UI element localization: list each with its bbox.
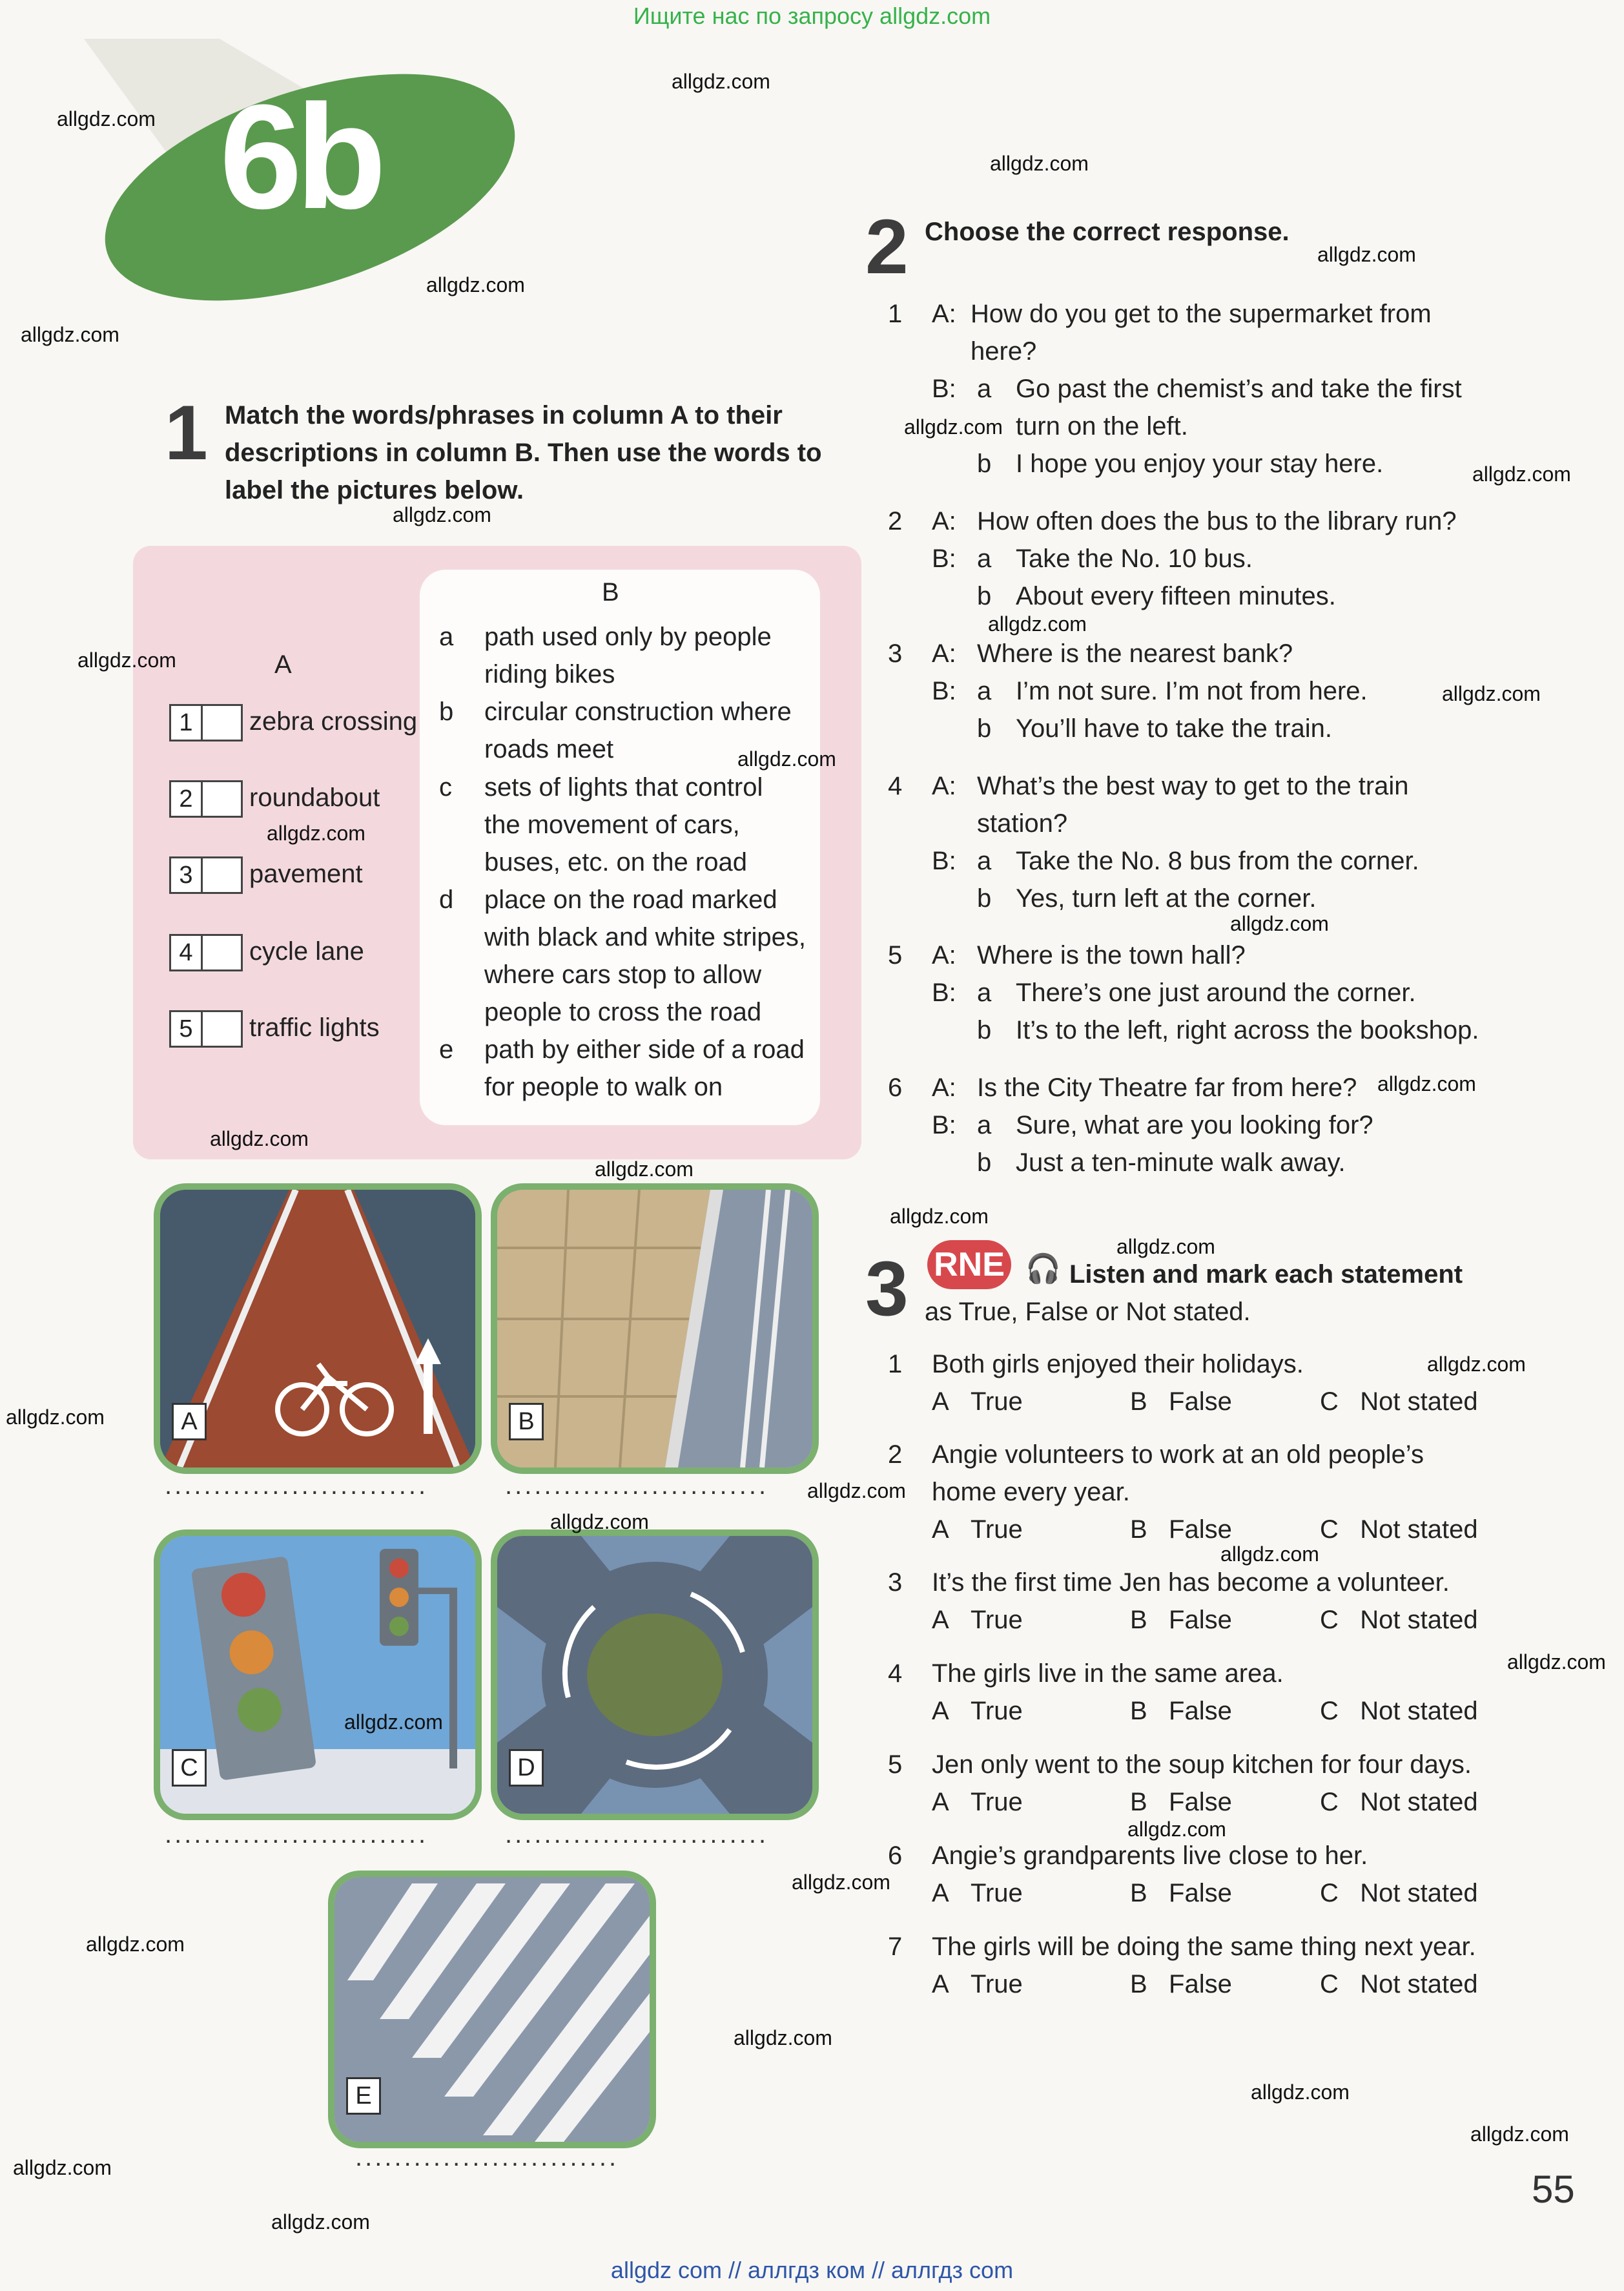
answer-line-e[interactable]: ........................... bbox=[355, 2143, 619, 2172]
s-2-text-2: home every year. bbox=[932, 1478, 1130, 1506]
watermark: allgdz.com bbox=[890, 1205, 989, 1228]
watermark: allgdz.com bbox=[1116, 1235, 1215, 1258]
answer-box-3[interactable]: 3 bbox=[169, 856, 243, 894]
desc-c-line-3: buses, etc. on the road bbox=[484, 848, 747, 876]
s-6-opt-c[interactable]: C Not stated bbox=[1320, 1879, 1478, 1907]
q2-1-opt-b[interactable]: b bbox=[977, 450, 992, 478]
q2-6-b-label: B: bbox=[932, 1111, 956, 1139]
q2-6-opt-b[interactable]: b bbox=[977, 1148, 992, 1177]
s-1-text: Both girls enjoyed their holidays. bbox=[932, 1350, 1304, 1378]
q2-2-a-label: A: bbox=[932, 507, 956, 535]
q2-5-question: Where is the town hall? bbox=[977, 941, 1246, 969]
s-2-opt-a[interactable]: A True bbox=[932, 1515, 1023, 1544]
s-2-opt-b[interactable]: B False bbox=[1130, 1515, 1232, 1544]
desc-d-line-4: people to cross the road bbox=[484, 998, 762, 1026]
s-7-text: The girls will be doing the same thing next year. bbox=[932, 1933, 1476, 1961]
s-2-opt-c[interactable]: C Not stated bbox=[1320, 1515, 1478, 1544]
q2-2-b-label: B: bbox=[932, 544, 956, 573]
q2-4-question-2: station? bbox=[977, 809, 1068, 838]
q2-6-opt-a[interactable]: a bbox=[977, 1111, 992, 1139]
q2-3-opt-b[interactable]: b bbox=[977, 714, 992, 743]
watermark: allgdz.com bbox=[344, 1710, 443, 1734]
q2-5-resp-b: It’s to the left, right across the bookshop. bbox=[1016, 1016, 1479, 1044]
watermark: allgdz.com bbox=[1230, 912, 1329, 935]
watermark: allgdz.com bbox=[21, 323, 119, 346]
s-6-text: Angie’s grandparents live close to her. bbox=[932, 1841, 1368, 1870]
s-5-opt-c[interactable]: C Not stated bbox=[1320, 1788, 1478, 1816]
q2-1-resp-b: I hope you enjoy your stay here. bbox=[1016, 450, 1384, 478]
answer-box-4[interactable]: 4 bbox=[169, 934, 243, 971]
q2-1-resp-a-2: turn on the left. bbox=[1016, 412, 1188, 441]
q2-4-a-label: A: bbox=[932, 772, 956, 800]
watermark: allgdz.com bbox=[13, 2156, 112, 2179]
headphones-icon: 🎧 bbox=[1025, 1253, 1061, 1285]
term-traffic-lights: traffic lights bbox=[249, 1013, 380, 1042]
picture-e-zebra-crossing bbox=[328, 1871, 656, 2148]
watermark: allgdz.com bbox=[988, 612, 1087, 636]
picture-letter-b: B bbox=[509, 1403, 544, 1440]
desc-letter-a: a bbox=[439, 623, 454, 651]
ex2-number: 2 bbox=[865, 203, 909, 290]
s-4-number: 4 bbox=[888, 1659, 903, 1688]
watermark: allgdz.com bbox=[550, 1510, 649, 1533]
s-4-text: The girls live in the same area. bbox=[932, 1659, 1284, 1688]
q2-3-resp-a: I’m not sure. I’m not from here. bbox=[1016, 677, 1368, 705]
ex3-number: 3 bbox=[865, 1245, 909, 1332]
watermark: allgdz.com bbox=[1427, 1353, 1526, 1376]
q2-4-opt-a[interactable]: a bbox=[977, 847, 992, 875]
zebra-crossing-illustration bbox=[334, 1877, 650, 2142]
q2-4-opt-b[interactable]: b bbox=[977, 884, 992, 913]
s-3-number: 3 bbox=[888, 1568, 903, 1597]
s-3-opt-a[interactable]: A True bbox=[932, 1606, 1023, 1634]
watermark: allgdz.com bbox=[904, 415, 1003, 439]
s-3-opt-c[interactable]: C Not stated bbox=[1320, 1606, 1478, 1634]
q2-2-number: 2 bbox=[888, 507, 903, 535]
desc-d-line-2: with black and white stripes, bbox=[484, 923, 807, 951]
desc-d-line-1: place on the road marked bbox=[484, 886, 777, 914]
s-4-opt-c[interactable]: C Not stated bbox=[1320, 1697, 1478, 1725]
watermark: allgdz.com bbox=[426, 273, 525, 296]
watermark: allgdz.com bbox=[210, 1127, 309, 1150]
ex1-instruction-1: Match the words/phrases in column A to their bbox=[225, 401, 783, 430]
term-cycle-lane: cycle lane bbox=[249, 937, 364, 966]
s-3-opt-b[interactable]: B False bbox=[1130, 1606, 1232, 1634]
desc-d-line-3: where cars stop to allow bbox=[484, 960, 762, 989]
picture-letter-e: E bbox=[346, 2077, 381, 2115]
watermark: allgdz.com bbox=[1442, 682, 1541, 705]
picture-d-roundabout bbox=[491, 1529, 819, 1820]
q2-1-b-label: B: bbox=[932, 375, 956, 403]
s-1-opt-a[interactable]: A True bbox=[932, 1387, 1023, 1416]
s-5-number: 5 bbox=[888, 1750, 903, 1779]
unit-label: 6b bbox=[220, 74, 380, 240]
desc-b-line-1: circular construction where bbox=[484, 698, 792, 726]
answer-box-1[interactable]: 1 bbox=[169, 704, 243, 741]
ex1-instruction-3: label the pictures below. bbox=[225, 476, 524, 504]
q2-1-a-label: A: bbox=[932, 300, 956, 328]
q2-1-question-2: here? bbox=[971, 337, 1037, 366]
picture-b-pavement bbox=[491, 1183, 819, 1474]
q2-2-resp-a: Take the No. 10 bus. bbox=[1016, 544, 1253, 573]
picture-c-traffic-lights bbox=[154, 1529, 482, 1820]
watermark: allgdz.com bbox=[1127, 1818, 1226, 1841]
ex2-instruction: Choose the correct response. bbox=[925, 218, 1290, 246]
q2-5-b-label: B: bbox=[932, 979, 956, 1007]
desc-c-line-1: sets of lights that control bbox=[484, 773, 763, 802]
q2-4-resp-a: Take the No. 8 bus from the corner. bbox=[1016, 847, 1419, 875]
watermark: allgdz.com bbox=[1470, 2122, 1569, 2146]
s-2-text-1: Angie volunteers to work at an old people’s bbox=[932, 1440, 1424, 1469]
watermark: allgdz.com bbox=[57, 107, 156, 130]
picture-a-cycle-lane bbox=[154, 1183, 482, 1474]
q2-3-opt-a[interactable]: a bbox=[977, 677, 992, 705]
q2-6-question: Is the City Theatre far from here? bbox=[977, 1073, 1357, 1102]
term-pavement: pavement bbox=[249, 860, 363, 888]
picture-letter-d: D bbox=[509, 1749, 544, 1787]
q2-1-opt-a[interactable]: a bbox=[977, 375, 992, 403]
q2-5-resp-a: There’s one just around the corner. bbox=[1016, 979, 1416, 1007]
desc-a-line-1: path used only by people bbox=[484, 623, 772, 651]
roundabout-illustration bbox=[497, 1536, 812, 1814]
watermark: allgdz.com bbox=[86, 1933, 185, 1956]
s-5-text: Jen only went to the soup kitchen for four days. bbox=[932, 1750, 1472, 1779]
ex3-instruction-2: as True, False or Not stated. bbox=[925, 1298, 1251, 1326]
top-banner[interactable]: Ищите нас по запросу allgdz.com bbox=[633, 3, 991, 29]
q2-1-number: 1 bbox=[888, 300, 903, 328]
q2-2-question: How often does the bus to the library run? bbox=[977, 507, 1457, 535]
ex1-number: 1 bbox=[165, 389, 208, 476]
answer-line-a[interactable]: ........................... bbox=[165, 1471, 429, 1500]
q2-6-resp-b: Just a ten-minute walk away. bbox=[1016, 1148, 1346, 1177]
watermark: allgdz.com bbox=[990, 152, 1089, 175]
s-5-opt-a[interactable]: A True bbox=[932, 1788, 1023, 1816]
s-2-number: 2 bbox=[888, 1440, 903, 1469]
s-3-text: It’s the first time Jen has become a volunteer. bbox=[932, 1568, 1450, 1597]
bottom-banner[interactable]: allgdz com // аллгдз ком // аллгдз com bbox=[610, 2257, 1014, 2283]
desc-letter-e: e bbox=[439, 1035, 454, 1064]
watermark: allgdz.com bbox=[1220, 1542, 1319, 1566]
answer-box-2[interactable]: 2 bbox=[169, 780, 243, 818]
q2-3-resp-b: You’ll have to take the train. bbox=[1016, 714, 1332, 743]
desc-a-line-2: riding bikes bbox=[484, 660, 615, 689]
watermark: allgdz.com bbox=[6, 1405, 105, 1429]
q2-2-resp-b: About every fifteen minutes. bbox=[1016, 582, 1336, 610]
watermark: allgdz.com bbox=[1507, 1650, 1606, 1674]
answer-box-5[interactable]: 5 bbox=[169, 1010, 243, 1048]
term-zebra-crossing: zebra crossing bbox=[249, 707, 418, 736]
s-1-number: 1 bbox=[888, 1350, 903, 1378]
s-1-opt-c[interactable]: C Not stated bbox=[1320, 1387, 1478, 1416]
answer-line-d[interactable]: ........................... bbox=[505, 1820, 769, 1849]
picture-letter-a: A bbox=[172, 1403, 207, 1440]
rne-badge: RNE bbox=[927, 1240, 1011, 1289]
q2-2-opt-b[interactable]: b bbox=[977, 582, 992, 610]
watermark: allgdz.com bbox=[271, 2210, 370, 2234]
cycle-lane-illustration bbox=[160, 1190, 475, 1467]
q2-6-a-label: A: bbox=[932, 1073, 956, 1102]
q2-1-question-1: How do you get to the supermarket from bbox=[971, 300, 1432, 328]
ex1-instruction-2: descriptions in column B. Then use the words to bbox=[225, 439, 822, 467]
page-number: 55 bbox=[1532, 2168, 1575, 2211]
watermark: allgdz.com bbox=[672, 70, 770, 93]
ex3-instruction-1: Listen and mark each statement bbox=[1069, 1260, 1463, 1289]
q2-6-number: 6 bbox=[888, 1073, 903, 1102]
column-a-header: A bbox=[274, 650, 292, 679]
q2-3-number: 3 bbox=[888, 639, 903, 668]
pavement-illustration bbox=[497, 1190, 812, 1467]
q2-4-b-label: B: bbox=[932, 847, 956, 875]
watermark: allgdz.com bbox=[77, 648, 176, 672]
watermark: allgdz.com bbox=[595, 1157, 694, 1181]
watermark: allgdz.com bbox=[1472, 462, 1571, 486]
s-7-number: 7 bbox=[888, 1933, 903, 1961]
q2-5-a-label: A: bbox=[932, 941, 956, 969]
s-5-opt-b[interactable]: B False bbox=[1130, 1788, 1232, 1816]
answer-line-c[interactable]: ........................... bbox=[165, 1820, 429, 1849]
watermark: allgdz.com bbox=[792, 1871, 890, 1894]
q2-3-a-label: A: bbox=[932, 639, 956, 668]
watermark: allgdz.com bbox=[1251, 2080, 1350, 2104]
watermark: allgdz.com bbox=[807, 1479, 906, 1502]
desc-e-line-1: path by either side of a road bbox=[484, 1035, 805, 1064]
term-roundabout: roundabout bbox=[249, 783, 380, 812]
traffic-lights-illustration bbox=[160, 1536, 475, 1814]
desc-letter-b: b bbox=[439, 698, 454, 726]
s-4-opt-b[interactable]: B False bbox=[1130, 1697, 1232, 1725]
q2-3-b-label: B: bbox=[932, 677, 956, 705]
desc-letter-c: c bbox=[439, 773, 452, 802]
s-6-opt-b[interactable]: B False bbox=[1130, 1879, 1232, 1907]
s-7-opt-c[interactable]: C Not stated bbox=[1320, 1970, 1478, 1998]
q2-3-question: Where is the nearest bank? bbox=[977, 639, 1293, 668]
q2-6-resp-a: Sure, what are you looking for? bbox=[1016, 1111, 1373, 1139]
q2-5-opt-a[interactable]: a bbox=[977, 979, 992, 1007]
q2-1-resp-a-1: Go past the chemist’s and take the first bbox=[1016, 375, 1462, 403]
watermark: allgdz.com bbox=[737, 747, 836, 771]
desc-e-line-2: for people to walk on bbox=[484, 1073, 723, 1101]
watermark: allgdz.com bbox=[1317, 243, 1416, 266]
watermark: allgdz.com bbox=[734, 2026, 832, 2049]
q2-5-opt-b[interactable]: b bbox=[977, 1016, 992, 1044]
column-b-header: B bbox=[602, 578, 619, 606]
s-1-opt-b[interactable]: B False bbox=[1130, 1387, 1232, 1416]
q2-4-number: 4 bbox=[888, 772, 903, 800]
s-6-opt-a[interactable]: A True bbox=[932, 1879, 1023, 1907]
watermark: allgdz.com bbox=[393, 503, 491, 526]
q2-5-number: 5 bbox=[888, 941, 903, 969]
answer-line-b[interactable]: ........................... bbox=[505, 1471, 769, 1500]
q2-4-question-1: What’s the best way to get to the train bbox=[977, 772, 1409, 800]
s-7-opt-a[interactable]: A True bbox=[932, 1970, 1023, 1998]
s-6-number: 6 bbox=[888, 1841, 903, 1870]
watermark: allgdz.com bbox=[1377, 1072, 1476, 1095]
q2-2-opt-a[interactable]: a bbox=[977, 544, 992, 573]
desc-c-line-2: the movement of cars, bbox=[484, 811, 740, 839]
watermark: allgdz.com bbox=[267, 822, 365, 845]
q2-4-resp-b: Yes, turn left at the corner. bbox=[1016, 884, 1317, 913]
s-4-opt-a[interactable]: A True bbox=[932, 1697, 1023, 1725]
desc-letter-d: d bbox=[439, 886, 454, 914]
s-7-opt-b[interactable]: B False bbox=[1130, 1970, 1232, 1998]
picture-letter-c: C bbox=[172, 1749, 207, 1787]
desc-b-line-2: roads meet bbox=[484, 735, 614, 763]
